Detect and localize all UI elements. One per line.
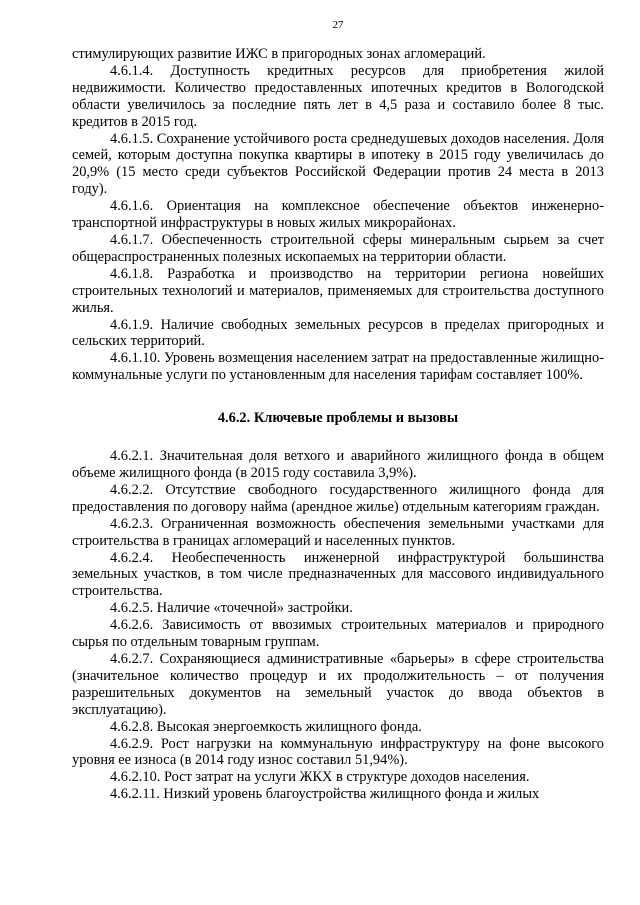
paragraph-4-6-2-2: 4.6.2.2. Отсутствие свободного государственного жилищного фонда для предоставления по договору найма (арендное жилье) отдельным категориям граждан. — [72, 481, 604, 515]
paragraph-4-6-2-9: 4.6.2.9. Рост нагрузки на коммунальную инфраструктуру на фоне высокого уровня ее износа (в 2014 году износ составил 51,94%). — [72, 735, 604, 769]
paragraph-4-6-1-5: 4.6.1.5. Сохранение устойчивого роста среднедушевых доходов населения. Доля семей, которым доступна покупка квартиры в ипотеку в 2015 году увеличилась до 20,9% (15 место среди субъектов Российской Федерации против 24 места в 2013 году). — [72, 130, 604, 198]
paragraph-4-6-1-4: 4.6.1.4. Доступность кредитных ресурсов для приобретения жилой недвижимости. Количество предоставленных ипотечных кредитов в Вологодской области увеличилось за последние пять лет в 4,5 раза и составило более 8 тыс. кредитов в 2015 год. — [72, 62, 604, 130]
paragraph-4-6-2-10: 4.6.2.10. Рост затрат на услуги ЖКХ в структуре доходов населения. — [110, 769, 530, 786]
section-heading-4-6-2: 4.6.2. Ключевые проблемы и вызовы — [217, 410, 459, 427]
paragraph-4-6-2-3: 4.6.2.3. Ограниченная возможность обеспечения земельными участками для строительства в границах агломераций и населенных пунктов. — [72, 515, 604, 549]
paragraph-4-6-1-9: 4.6.1.9. Наличие свободных земельных ресурсов в пределах пригородных и сельских территорий. — [72, 316, 604, 350]
paragraph-continuation: стимулирующих развитие ИЖС в пригородных зонах агломераций. — [72, 46, 486, 62]
paragraph-4-6-2-11: 4.6.2.11. Низкий уровень благоустройства жилищного фонда и жилых — [110, 786, 540, 803]
paragraph-4-6-2-8: 4.6.2.8. Высокая энергоемкость жилищного фонда. — [110, 718, 422, 735]
paragraph-4-6-2-7: 4.6.2.7. Сохраняющиеся административные «барьеры» в сфере строительства (значительное количество процедур и их продолжительность – от получения разрешительных документов на земельный участок до ввода объектов в эксплуатацию). — [72, 651, 604, 718]
paragraph-4-6-2-1: 4.6.2.1. Значительная доля ветхого и аварийного жилищного фонда в общем объеме жилищного фонда (в 2015 году составила 3,9%). — [72, 448, 604, 482]
paragraph-4-6-1-7: 4.6.1.7. Обеспеченность строительной сферы минеральным сырьем за счет общераспространенных полезных ископаемых на территории области. — [72, 231, 604, 265]
paragraph-4-6-1-6: 4.6.1.6. Ориентация на комплексное обеспечение объектов инженерно-транспортной инфраструктуры в новых жилых микрорайонах. — [72, 198, 604, 232]
paragraph-4-6-2-6: 4.6.2.6. Зависимость от ввозимых строительных материалов и природного сырья по отдельным товарным группам. — [72, 617, 604, 651]
paragraph-4-6-1-8: 4.6.1.8. Разработка и производство на территории региона новейших строительных технологий и материалов, применяемых для строительства доступного жилья. — [72, 265, 604, 316]
paragraph-4-6-2-5: 4.6.2.5. Наличие «точечной» застройки. — [110, 600, 353, 617]
paragraph-4-6-1-10: 4.6.1.10. Уровень возмещения населением затрат на предоставленные жилищно-коммунальные услуги по установленным для населения тарифам составляет 100%. — [72, 350, 604, 384]
page-number: 27 — [332, 19, 344, 31]
paragraph-4-6-2-4: 4.6.2.4. Необеспеченность инженерной инфраструктурой большинства земельных участков, в том числе предназначенных для массового индивидуального строительства. — [72, 549, 604, 600]
